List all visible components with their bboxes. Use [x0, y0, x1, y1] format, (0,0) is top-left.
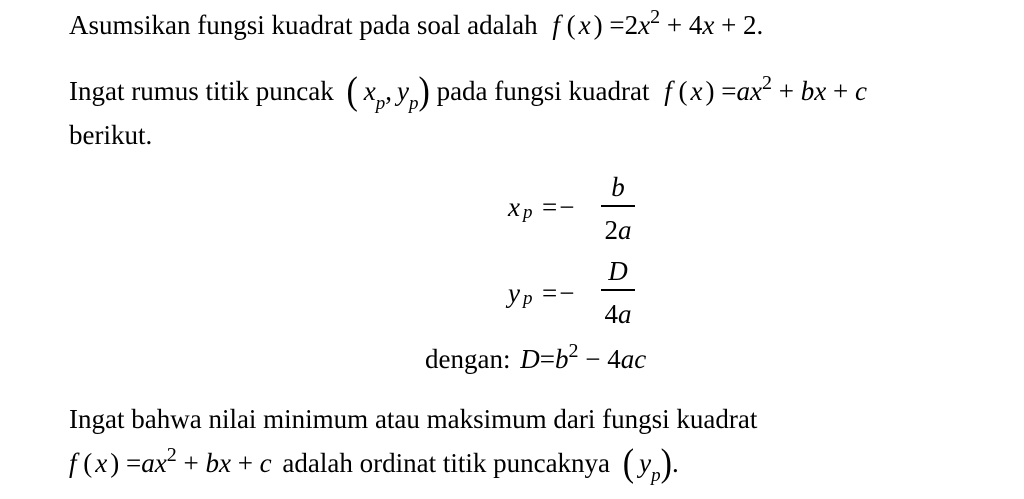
var-x: x	[154, 448, 167, 478]
intro-continuation	[69, 122, 152, 149]
disc-ac: ac	[620, 344, 647, 374]
yp-var: y	[639, 448, 652, 478]
final-period: .	[671, 448, 679, 478]
yp-fraction-bar	[601, 289, 635, 291]
var-x-2: x	[814, 76, 827, 106]
vertex-comma: ,	[385, 76, 393, 106]
vertex-formula-intro	[69, 70, 867, 114]
func-x: x	[690, 76, 703, 106]
plus-1: +	[778, 76, 794, 106]
coef-b: b	[205, 448, 219, 478]
xp-fraction-bar	[601, 205, 635, 207]
intro-text: Ingat rumus titik puncak	[69, 76, 334, 106]
func-x: x	[578, 10, 591, 40]
rhs-rest-var: x	[702, 10, 715, 40]
yp-denominator	[601, 301, 635, 328]
func-f: f	[552, 10, 560, 40]
statement-text: Asumsikan fungsi kuadrat pada soal adalah	[69, 10, 538, 40]
func-x: x	[95, 448, 108, 478]
mid-text: pada fungsi kuadrat	[436, 76, 650, 106]
yp-den-coef: 4	[604, 299, 618, 329]
vertex-x: x	[363, 76, 376, 106]
disc-eq: =	[539, 344, 555, 374]
coef-c: c	[259, 448, 272, 478]
paren-close-2: )	[705, 76, 715, 106]
rhs-exp: 2	[650, 6, 661, 28]
paren-open: (	[83, 448, 93, 478]
xp-lhs: x	[508, 192, 520, 222]
berikut-text: berikut.	[69, 120, 153, 150]
xp-den-coef: 2	[604, 215, 618, 245]
rhs-coef: =2	[609, 10, 639, 40]
xp-sub: p	[523, 202, 533, 223]
coef-b: b	[800, 76, 815, 106]
exp-2: 2	[166, 444, 177, 466]
rhs-var: x	[638, 10, 651, 40]
xp-eq: =−	[542, 192, 577, 222]
paren-close: )	[110, 448, 120, 478]
equals: =	[721, 76, 737, 106]
coef-c: c	[854, 76, 867, 106]
plus-1: +	[183, 448, 199, 478]
func-f: f	[69, 448, 77, 478]
rhs-end: + 2.	[721, 10, 764, 40]
dengan-prefix: dengan:	[425, 344, 511, 374]
vertex-y-sub: p	[409, 93, 419, 114]
var-x-2: x	[218, 448, 231, 478]
exp-2: 2	[761, 72, 772, 94]
discriminant-line	[425, 340, 647, 374]
formula-yp	[508, 258, 648, 328]
plus-2: +	[832, 76, 849, 106]
conclusion-line-1	[69, 406, 757, 433]
yp-lhs: y	[508, 278, 520, 308]
yp-sub: p	[523, 288, 533, 309]
func-f: f	[664, 76, 672, 106]
equals: =	[126, 448, 142, 478]
yp-eq: =−	[542, 278, 577, 308]
paren-open-2: (	[678, 76, 688, 106]
conclusion-text-2: adalah ordinat titik puncaknya	[282, 448, 611, 478]
paren-open: (	[346, 70, 358, 113]
plus-2: +	[237, 448, 253, 478]
paren-close: )	[593, 10, 603, 40]
xp-numerator: b	[611, 172, 625, 202]
vertex-x-sub: p	[375, 93, 386, 114]
var-x: x	[750, 76, 762, 106]
vertex-y: y	[397, 76, 409, 106]
statement-line	[69, 6, 764, 40]
yp-den-var: a	[618, 299, 632, 329]
rhs-rest: + 4	[666, 10, 703, 40]
disc-minus: − 4	[585, 344, 621, 374]
yp-numerator: D	[608, 256, 628, 286]
formula-xp	[508, 174, 648, 244]
conclusion-line-2	[69, 442, 679, 486]
coef-a: a	[736, 76, 750, 106]
paren-close-yp: )	[660, 442, 672, 485]
xp-den-var: a	[618, 215, 632, 245]
paren-close: )	[418, 70, 430, 113]
disc-exp: 2	[568, 340, 579, 362]
paren-open-yp: (	[622, 442, 635, 485]
disc-b: b	[554, 344, 569, 374]
paren-open: (	[566, 10, 576, 40]
conclusion-text-1: Ingat bahwa nilai minimum atau maksimum dari fungsi kuadrat	[69, 404, 758, 434]
coef-a: a	[141, 448, 155, 478]
disc-D: D	[520, 344, 540, 374]
yp-var-sub: p	[651, 465, 661, 486]
xp-denominator	[601, 217, 635, 244]
